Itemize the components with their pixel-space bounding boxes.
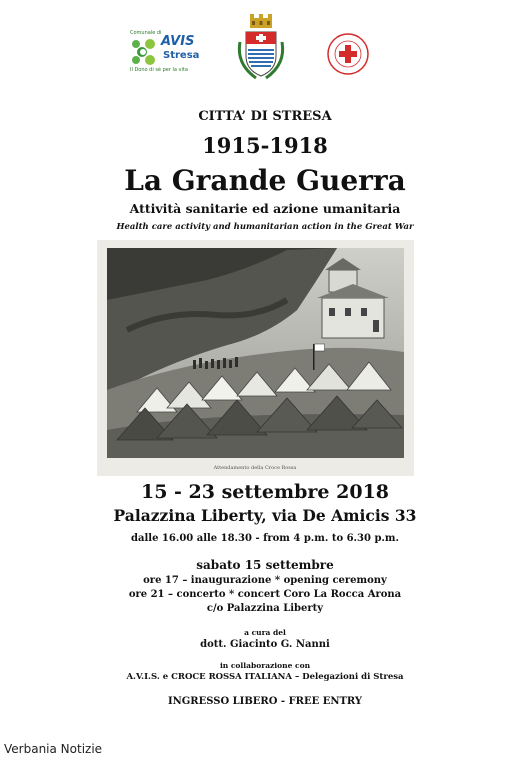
avis-top-text: Comunale di bbox=[130, 30, 162, 36]
program-line-location: c/o Palazzina Liberty bbox=[206, 603, 324, 614]
collab-partners: A.V.I.S. e CROCE ROSSA ITALIANA – Delegazioni di Stresa bbox=[126, 672, 404, 682]
subtitle-english: Health care activity and humanitarian action in the Great War bbox=[116, 222, 414, 232]
event-hours: dalle 16.00 alle 18.30 - from 4 p.m. to 6.30 p.m. bbox=[131, 533, 399, 544]
program-line-inauguration: ore 17 – inaugurazione * opening ceremony bbox=[143, 575, 387, 586]
historic-photo bbox=[97, 240, 414, 476]
free-entry: INGRESSO LIBERO - FREE ENTRY bbox=[167, 696, 363, 707]
photo-caption: Attendamento della Croce Rossa bbox=[213, 465, 297, 471]
avis-logo bbox=[128, 30, 208, 80]
curator-name: dott. Giacinto G. Nanni bbox=[200, 639, 330, 650]
years-heading: 1915-1918 bbox=[202, 133, 328, 158]
curator-label: a cura del bbox=[244, 628, 286, 637]
source-watermark: Verbania Notizie bbox=[4, 742, 103, 756]
avis-city: Stresa bbox=[163, 50, 200, 61]
program-line-concert: ore 21 – concerto * concert Coro La Rocca Arona bbox=[128, 589, 402, 600]
event-venue: Palazzina Liberty, via De Amicis 33 bbox=[113, 506, 417, 525]
avis-tagline: Il Dono di sé per la vita bbox=[130, 67, 188, 73]
avis-word: AVIS bbox=[161, 34, 195, 49]
page-title: La Grande Guerra bbox=[124, 164, 406, 197]
collab-label: in collaborazione con bbox=[219, 661, 311, 670]
camp-photo-image bbox=[97, 240, 414, 476]
subtitle-italian: Attività sanitarie ed azione umanitaria bbox=[129, 201, 401, 216]
program-day: sabato 15 settembre bbox=[196, 558, 334, 572]
crest-icon bbox=[232, 14, 290, 86]
red-cross-logo bbox=[326, 32, 370, 76]
city-heading: CITTA’ DI STRESA bbox=[198, 109, 332, 124]
red-cross-icon bbox=[326, 32, 370, 76]
stresa-crest-logo bbox=[232, 14, 290, 86]
event-dates: 15 - 23 settembre 2018 bbox=[140, 481, 390, 503]
